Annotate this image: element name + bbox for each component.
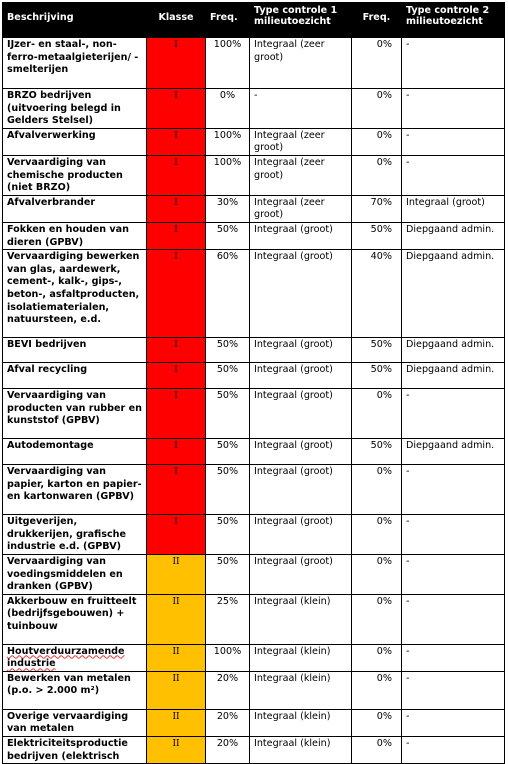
cell-klasse: I xyxy=(147,222,206,249)
cell-type-2: Integraal (groot) xyxy=(402,195,505,222)
cell-freq-2: 70% xyxy=(352,195,402,222)
cell-type-1: - xyxy=(250,89,352,129)
cell-beschrijving xyxy=(3,644,147,671)
cell-type-1: Integraal (zeer groot) xyxy=(250,128,352,155)
cell-type-2: Diepgaand admin. xyxy=(402,363,505,389)
cell-beschrijving: Afval recycling xyxy=(3,363,147,389)
cell-freq-2: 0% xyxy=(352,644,402,671)
cell-beschrijving: Vervaardiging bewerken van glas, aardewerk, cement-, kalk-, gips-, beton-, asfaltproducten, isolatiematerialen, natuursteen, e.d. xyxy=(3,250,147,338)
cell-type-1: Integraal (groot) xyxy=(250,439,352,465)
cell-type-1: Integraal (klein) xyxy=(250,737,352,764)
cell-klasse: I xyxy=(147,155,206,195)
cell-klasse: I xyxy=(147,389,206,439)
cell-freq-1: 50% xyxy=(206,222,250,249)
cell-type-2: Diepgaand admin. xyxy=(402,338,505,363)
table-row xyxy=(3,222,505,249)
cell-beschrijving: BEVI bedrijven xyxy=(3,338,147,363)
cell-type-1: Integraal (zeer groot) xyxy=(250,38,352,89)
cell-freq-2: 0% xyxy=(352,128,402,155)
cell-beschrijving: Uitgeverijen, drukkerijen, grafische industrie e.d. (GPBV) xyxy=(3,515,147,555)
cell-freq-1: 50% xyxy=(206,338,250,363)
cell-beschrijving: BRZO bedrijven (uitvoering belegd in Gelders Stelsel) xyxy=(3,89,147,129)
cell-type-1: Integraal (zeer groot) xyxy=(250,155,352,195)
table-row xyxy=(3,195,505,222)
table-row xyxy=(3,594,505,644)
cell-type-1: Integraal (klein) xyxy=(250,709,352,736)
table-row xyxy=(3,439,505,465)
cell-freq-1: 50% xyxy=(206,554,250,594)
cell-klasse: II xyxy=(147,594,206,644)
cell-freq-2: 50% xyxy=(352,222,402,249)
cell-beschrijving: Elektriciteitsproductie bedrijven (elektrisch xyxy=(3,737,147,764)
header-klasse: Klasse xyxy=(147,3,206,38)
cell-klasse: II xyxy=(147,737,206,764)
cell-type-2: - xyxy=(402,465,505,515)
cell-freq-2: 0% xyxy=(352,709,402,736)
header-beschrijving: Beschrijving xyxy=(3,3,147,38)
cell-freq-2: 50% xyxy=(352,338,402,363)
table-row xyxy=(3,644,505,671)
cell-freq-1: 50% xyxy=(206,363,250,389)
cell-klasse: I xyxy=(147,250,206,338)
cell-freq-1: 50% xyxy=(206,515,250,555)
table-row xyxy=(3,554,505,594)
cell-beschrijving: Vervaardiging van chemische producten (niet BRZO) xyxy=(3,155,147,195)
table-row xyxy=(3,363,505,389)
cell-freq-2: 0% xyxy=(352,515,402,555)
cell-beschrijving: Vervaardiging van voedingsmiddelen en dranken (GPBV) xyxy=(3,554,147,594)
table-body xyxy=(3,38,505,764)
cell-freq-2: 0% xyxy=(352,671,402,709)
cell-freq-2: 0% xyxy=(352,389,402,439)
cell-beschrijving: Vervaardiging van producten van rubber en kunststof (GPBV) xyxy=(3,389,147,439)
cell-freq-1: 100% xyxy=(206,155,250,195)
header-type-controle-1: Type controle 1 milieutoezicht xyxy=(250,3,352,38)
cell-freq-2: 50% xyxy=(352,439,402,465)
cell-type-2: - xyxy=(402,554,505,594)
cell-klasse: II xyxy=(147,644,206,671)
cell-klasse: I xyxy=(147,38,206,89)
cell-beschrijving: Afvalverbrander xyxy=(3,195,147,222)
cell-beschrijving: Vervaardiging van papier, karton en papier- en kartonwaren (GPBV) xyxy=(3,465,147,515)
cell-freq-1: 25% xyxy=(206,594,250,644)
cell-type-2: Diepgaand admin. xyxy=(402,250,505,338)
cell-freq-1: 50% xyxy=(206,389,250,439)
cell-klasse: II xyxy=(147,554,206,594)
spellcheck-underlined-text: Houtverduurzamende industrie xyxy=(7,645,125,670)
cell-klasse: II xyxy=(147,671,206,709)
cell-freq-1: 20% xyxy=(206,709,250,736)
cell-freq-2: 0% xyxy=(352,89,402,129)
cell-freq-2: 50% xyxy=(352,363,402,389)
cell-freq-2: 0% xyxy=(352,554,402,594)
cell-klasse: I xyxy=(147,439,206,465)
header-type-controle-2: Type controle 2 milieutoezicht xyxy=(402,3,505,38)
cell-freq-2: 0% xyxy=(352,38,402,89)
cell-beschrijving: Overige vervaardiging van metalen xyxy=(3,709,147,736)
cell-beschrijving: Akkerbouw en fruitteelt (bedrijfsgebouwen) + tuinbouw xyxy=(3,594,147,644)
table-row xyxy=(3,671,505,709)
cell-type-1: Integraal (klein) xyxy=(250,594,352,644)
header-row xyxy=(3,3,505,38)
cell-freq-2: 0% xyxy=(352,737,402,764)
table-header xyxy=(3,3,505,38)
header-freq-1: Freq. xyxy=(206,3,250,38)
cell-type-2: - xyxy=(402,644,505,671)
cell-type-2: - xyxy=(402,515,505,555)
cell-type-1: Integraal (zeer groot) xyxy=(250,195,352,222)
cell-type-1: Integraal (klein) xyxy=(250,644,352,671)
cell-klasse: I xyxy=(147,515,206,555)
cell-type-2: - xyxy=(402,128,505,155)
table-row xyxy=(3,389,505,439)
cell-beschrijving: Bewerken van metalen (p.o. > 2.000 m²) xyxy=(3,671,147,709)
cell-freq-1: 60% xyxy=(206,250,250,338)
cell-type-1: Integraal (groot) xyxy=(250,389,352,439)
table-row xyxy=(3,89,505,129)
cell-beschrijving: Fokken en houden van dieren (GPBV) xyxy=(3,222,147,249)
cell-beschrijving: IJzer- en staal-, non-ferro-metaalgieterijen/ -smelterijen xyxy=(3,38,147,89)
cell-freq-1: 30% xyxy=(206,195,250,222)
cell-type-1: Integraal (groot) xyxy=(250,554,352,594)
cell-freq-1: 20% xyxy=(206,671,250,709)
table-row xyxy=(3,515,505,555)
cell-type-1: Integraal (groot) xyxy=(250,250,352,338)
cell-type-2: - xyxy=(402,155,505,195)
cell-klasse: I xyxy=(147,195,206,222)
cell-klasse: I xyxy=(147,89,206,129)
cell-type-1: Integraal (groot) xyxy=(250,465,352,515)
header-freq-2: Freq. xyxy=(352,3,402,38)
table-row xyxy=(3,338,505,363)
cell-type-1: Integraal (groot) xyxy=(250,222,352,249)
cell-klasse: I xyxy=(147,128,206,155)
cell-type-1: Integraal (groot) xyxy=(250,338,352,363)
cell-freq-1: 100% xyxy=(206,644,250,671)
cell-freq-1: 100% xyxy=(206,38,250,89)
cell-freq-2: 40% xyxy=(352,250,402,338)
cell-klasse: II xyxy=(147,709,206,736)
cell-type-2: - xyxy=(402,389,505,439)
cell-freq-1: 0% xyxy=(206,89,250,129)
cell-type-1: Integraal (klein) xyxy=(250,671,352,709)
cell-freq-1: 100% xyxy=(206,128,250,155)
cell-beschrijving: Afvalverwerking xyxy=(3,128,147,155)
table-row xyxy=(3,465,505,515)
cell-type-2: Diepgaand admin. xyxy=(402,222,505,249)
table-row xyxy=(3,250,505,338)
cell-type-2: - xyxy=(402,737,505,764)
cell-freq-1: 20% xyxy=(206,737,250,764)
cell-type-2: - xyxy=(402,594,505,644)
table-row xyxy=(3,155,505,195)
toezicht-table xyxy=(2,2,505,764)
cell-type-2: - xyxy=(402,38,505,89)
cell-freq-2: 0% xyxy=(352,594,402,644)
cell-klasse: I xyxy=(147,465,206,515)
cell-freq-2: 0% xyxy=(352,155,402,195)
cell-type-2: - xyxy=(402,89,505,129)
table-row xyxy=(3,38,505,89)
cell-type-1: Integraal (groot) xyxy=(250,515,352,555)
cell-type-1: Integraal (groot) xyxy=(250,363,352,389)
cell-type-2: - xyxy=(402,671,505,709)
cell-beschrijving: Autodemontage xyxy=(3,439,147,465)
cell-klasse: I xyxy=(147,338,206,363)
cell-type-2: Diepgaand admin. xyxy=(402,439,505,465)
table-row xyxy=(3,737,505,764)
cell-freq-1: 50% xyxy=(206,465,250,515)
cell-type-2: - xyxy=(402,709,505,736)
cell-freq-1: 50% xyxy=(206,439,250,465)
table-row xyxy=(3,709,505,736)
cell-freq-2: 0% xyxy=(352,465,402,515)
table-row xyxy=(3,128,505,155)
cell-klasse: I xyxy=(147,363,206,389)
